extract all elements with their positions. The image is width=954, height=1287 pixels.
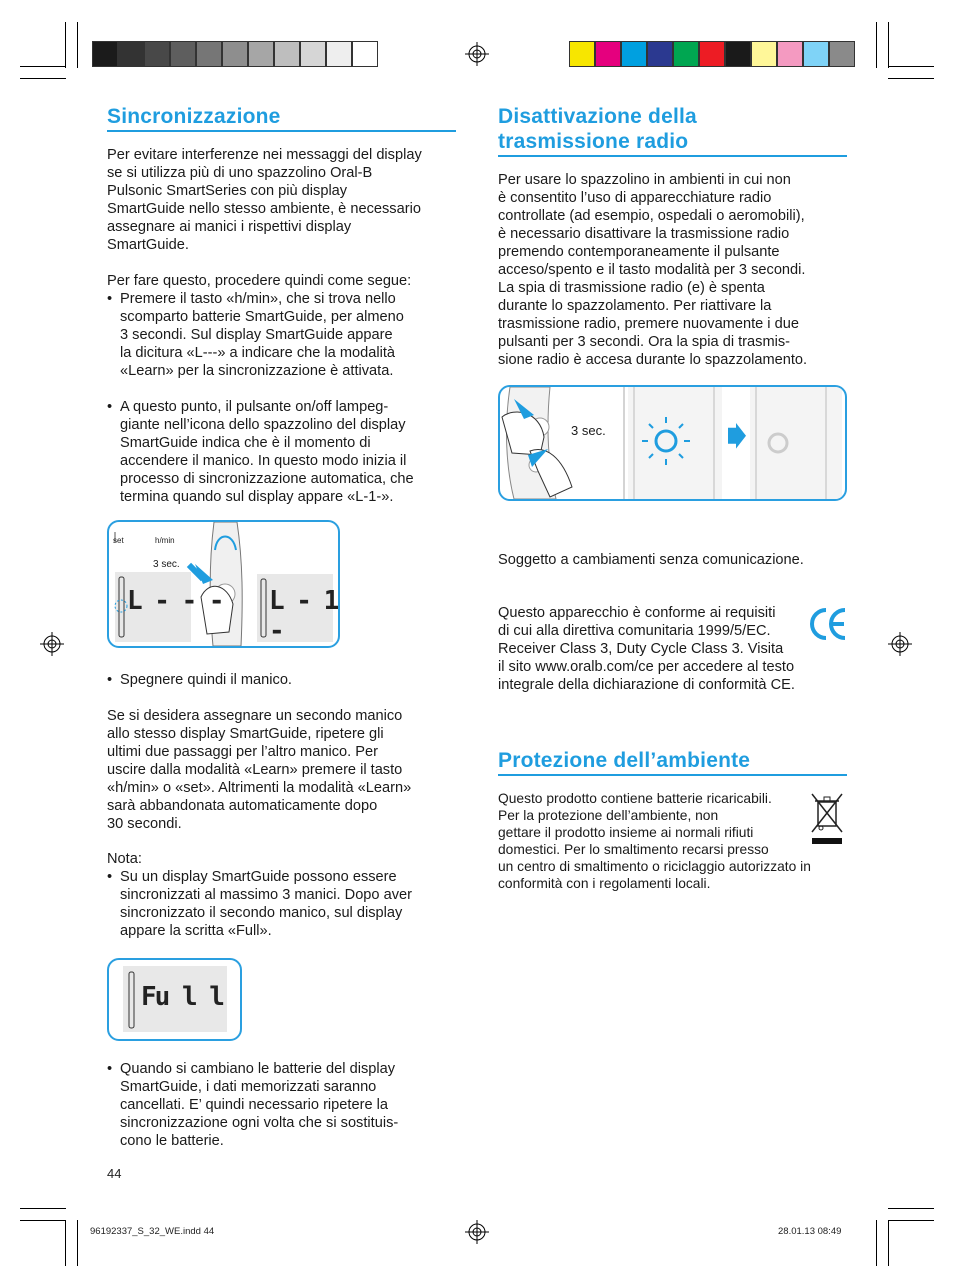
registration-mark-icon (40, 632, 64, 656)
page-number: 44 (107, 1166, 122, 1181)
crop-mark (888, 78, 934, 79)
gray-color-bar (92, 41, 378, 67)
footer-filename: 96192337_S_32_WE.indd 44 (90, 1226, 215, 1237)
bullet-text: Quando si cambiano le batterie del display SmartGuide, i dati memorizzati saranno cancellati. E’ quindi necessario ripetere la sincronizzazione ogni volta che si sostituis- cono le batterie. (120, 1061, 399, 1149)
color-swatch (569, 41, 595, 67)
process-color-bar (569, 41, 855, 67)
environment-paragraph-bottom: un centro di smaltimento o riciclaggio autorizzato in conformità con i regolamenti locali. (498, 859, 811, 891)
duration-label: 3 sec. (571, 423, 606, 438)
second-handle-paragraph: Se si desidera assegnare un secondo manico allo stesso display SmartGuide, ripetere gli ultimi due passaggi per l’altro manico. Per uscire dalla modalità «Learn» premere il tasto «h/min» o «set». Altrimenti la modalità «Learn» sarà abbandonata automaticamente dopo 30 secondi. (107, 708, 412, 832)
crop-mark (888, 22, 889, 68)
color-swatch (777, 41, 803, 67)
color-swatch (699, 41, 725, 67)
section-title-radio-line1: Disattivazione della (498, 105, 697, 128)
color-swatch (222, 41, 248, 67)
crop-mark (65, 22, 66, 68)
crop-mark (77, 22, 78, 68)
crop-mark (888, 1220, 934, 1221)
color-swatch (196, 41, 222, 67)
registration-mark-icon (465, 1220, 489, 1244)
crop-mark (20, 66, 66, 67)
environment-paragraph-top: Questo prodotto contiene batterie ricaricabili. Per la protezione dell’ambiente, non gettare il prodotto insieme ai normali rifiuti domestici. Per lo smaltimento recarsi presso (498, 791, 772, 857)
radio-paragraph: Per usare lo spazzolino in ambienti in cui non è consentito l’uso di apparecchiature radio controllate (ad esempio, ospedali o aeromobili), è necessario disattivare la trasmissione radio premendo contemporaneamente il pulsante acceso/spento e il tasto modalità per 3 secondi. La spia di trasmissione radio (e) è spenta durante lo spazzolamento. Per riattivare la trasmissione radio, premere nuovamente i due pulsanti per 3 secondi. Ora la spia di trasmis- sione radio è accesa durante lo spazzolamento. (498, 172, 808, 368)
color-swatch (248, 41, 274, 67)
note-label: Nota: (107, 851, 142, 867)
sync-illustration (107, 520, 340, 648)
color-swatch (118, 41, 144, 67)
title-underline (107, 130, 456, 132)
hmin-button-label: h/min (155, 536, 175, 545)
steps-intro: Per fare questo, procedere quindi come segue: (107, 273, 412, 289)
section-title-ambiente: Protezione dell’ambiente (498, 749, 751, 772)
color-swatch (829, 41, 855, 67)
bullet-text: Su un display SmartGuide possono essere sincronizzati al massimo 3 manici. Dopo aver sincronizzato il secondo manico, sul display appare la scritta «Full». (120, 869, 412, 939)
change-notice: Soggetto a cambiamenti senza comunicazione. (498, 552, 804, 568)
color-swatch (673, 41, 699, 67)
crop-mark (888, 66, 934, 67)
crop-mark (876, 22, 877, 68)
registration-mark-icon (888, 632, 912, 656)
color-swatch (647, 41, 673, 67)
crop-mark (888, 1220, 889, 1266)
crop-mark (888, 1208, 934, 1209)
display-readout-full: Fu l l (141, 982, 223, 1012)
bullet-text: Premere il tasto «h/min», che si trova nello scomparto batterie SmartGuide, per almeno 3 secondi. Sul display SmartGuide appare la dicitura «L---» a indicare che la modalità «Learn» per la sincronizzazione è attivata. (120, 291, 404, 379)
conformity-paragraph: Questo apparecchio è conforme ai requisiti di cui alla direttiva comunitaria 1999/5/EC. Receiver Class 3, Duty Cycle Class 3. Visita il sito www.oralb.com/ce per accedere al testo integrale della dichiarazione di conformità CE. (498, 605, 795, 693)
color-swatch (621, 41, 647, 67)
color-swatch (595, 41, 621, 67)
weee-bin-icon (808, 790, 846, 846)
crop-mark (77, 1220, 78, 1266)
crop-mark (65, 1220, 66, 1266)
color-swatch (326, 41, 352, 67)
color-swatch (144, 41, 170, 67)
color-swatch (803, 41, 829, 67)
color-swatch (300, 41, 326, 67)
section-title-radio-line2: trasmissione radio (498, 130, 689, 153)
color-swatch (92, 41, 118, 67)
crop-mark (20, 1208, 66, 1209)
color-swatch (751, 41, 777, 67)
crop-mark (20, 78, 66, 79)
radio-illustration (498, 385, 847, 501)
color-swatch (352, 41, 378, 67)
color-swatch (725, 41, 751, 67)
section-title-sincronizzazione: Sincronizzazione (107, 105, 281, 128)
color-swatch (274, 41, 300, 67)
registration-mark-icon (465, 42, 489, 66)
full-display-illustration (107, 958, 242, 1041)
bullet-text: A questo punto, il pulsante on/off lampeg- giante nell’icona dello spazzolino del display SmartGuide indica che è il momento di accendere il manico. In questo modo inizia il processo di sincronizzazione automatica, che termina quando sul display appare «L-1-». (120, 399, 414, 505)
intro-paragraph: Per evitare interferenze nei messaggi del display se si utilizza più di uno spazzolino Oral-B Pulsonic SmartSeries con più display SmartGuide nello stesso ambiente, è necessario assegnare ai manici i rispettivi display SmartGuide. (107, 147, 422, 253)
display-readout-learn: L - - - (127, 586, 223, 616)
bullet-text: Spegnere quindi il manico. (120, 672, 292, 688)
ce-mark-icon (808, 606, 848, 642)
title-underline (498, 774, 847, 776)
color-swatch (170, 41, 196, 67)
duration-label: 3 sec. (153, 559, 180, 570)
footer-date: 28.01.13 08:49 (778, 1226, 842, 1237)
crop-mark (876, 1220, 877, 1266)
set-button-label: set (113, 536, 124, 545)
title-underline (498, 155, 847, 157)
crop-mark (20, 1220, 66, 1221)
display-readout-synced: L - 1 - (269, 586, 338, 646)
